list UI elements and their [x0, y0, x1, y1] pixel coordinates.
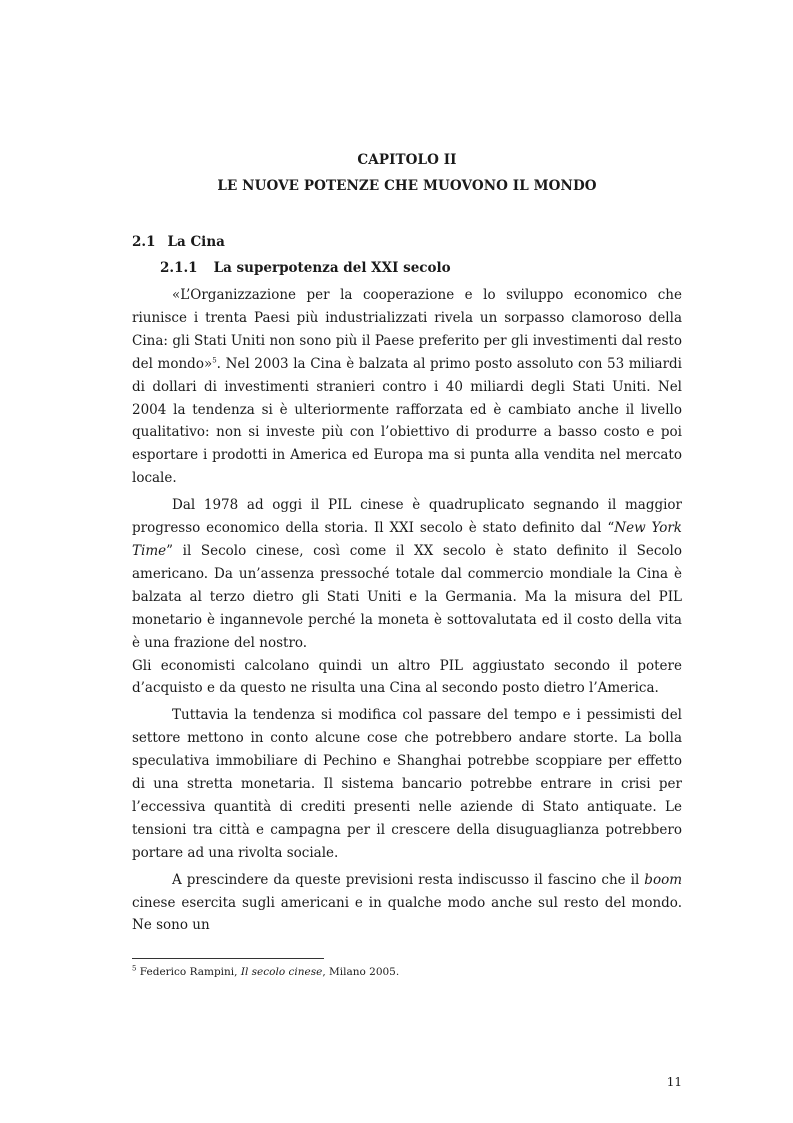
paragraph-2: [132, 494, 682, 654]
subsection-title: La superpotenza del XXI secolo: [213, 260, 451, 276]
section-heading: [132, 234, 225, 250]
paragraph-5-italic: boom: [644, 871, 682, 888]
footnote-divider: [132, 958, 324, 959]
footnote-author: Federico Rampini,: [136, 966, 241, 978]
chapter-title: LE NUOVE POTENZE CHE MUOVONO IL MONDO: [217, 178, 597, 194]
paragraph-3: Gli economisti calcolano quindi un altro PIL aggiustato secondo il potere d’acquisto e da questo ne risulta una Cina al secondo posto dietro l’America.: [132, 657, 682, 697]
chapter-label: CAPITOLO II: [357, 152, 457, 168]
paragraph-2-text-b: ” il Secolo cinese, così come il XX secolo è stato definito il Secolo americano. Da un’assenza pressoché totale dal commercio mondiale la Cina è balzata al terzo dietro gli Stati Uniti e la Germania. Ma la misura del PIL monetario è ingannevole perché la moneta è sottovalutata ed il costo della vita è una frazione del nostro.: [132, 542, 682, 651]
footnote-ref: 5: [212, 356, 217, 365]
footnote-rest: , Milano 2005.: [322, 966, 400, 978]
subsection-heading: [160, 260, 451, 276]
body-text: [132, 284, 682, 937]
section-number: 2.1: [132, 234, 156, 250]
paragraph-2-italic: New York Time: [132, 520, 682, 559]
paragraph-1-quote: «L’Organizzazione per la cooperazione e lo sviluppo economico che riunisce i trenta Paesi più industrializzati rivela un sorpasso clamoroso della Cina: gli Stati Uniti non sono più il Paese preferito per gli investimenti dal resto del mondo»: [132, 287, 682, 372]
section-title: La Cina: [167, 234, 225, 250]
paragraph-4: Tuttavia la tendenza si modifica col passare del tempo e i pessimisti del settore mettono in conto alcune cose che potrebbero andare storte. La bolla speculativa immobiliare di Pechino e Shanghai potrebbe scoppiare per effetto di una stretta monetaria. Il sistema bancario potrebbe entrare in crisi per l’eccessiva quantità di crediti presenti nelle aziende di Stato antiquate. Le tensioni tra città e campagna per il crescere della disuguaglianza potrebbero portare ad una rivolta sociale.: [132, 707, 682, 861]
paragraph-5: [132, 869, 682, 938]
paragraph-2-text-a: Dal 1978 ad oggi il PIL cinese è quadruplicato segnando il maggior progresso economico della storia. Il XXI secolo è stato definito dal “: [132, 497, 682, 537]
footnote: [132, 966, 399, 978]
paragraph-1-text: . Nel 2003 la Cina è balzata al primo posto assoluto con 53 miliardi di dollari di investimenti stranieri contro i 40 miliardi degli Stati Uniti. Nel 2004 la tendenza si è ulteriormente rafforzata ed è cambiato anche il livello qualitativo: non si investe più con l’obiettivo di produrre a basso costo e poi esportare i prodotti in America ed Europa ma si punta alla vendita nel mercato locale.: [132, 355, 682, 487]
subsection-number: 2.1.1: [160, 260, 198, 276]
paragraph-5-text-a: A prescindere da queste previsioni resta indiscusso il fascino che il: [172, 871, 645, 888]
footnote-number: 5: [132, 964, 137, 973]
paragraph-1: [132, 284, 682, 490]
paragraph-5-text-b: cinese esercita sugli americani e in qualche modo anche sul resto del mondo. Ne sono un: [132, 894, 682, 934]
page-number: 11: [666, 1075, 682, 1089]
footnote-title: Il secolo cinese: [240, 966, 323, 978]
